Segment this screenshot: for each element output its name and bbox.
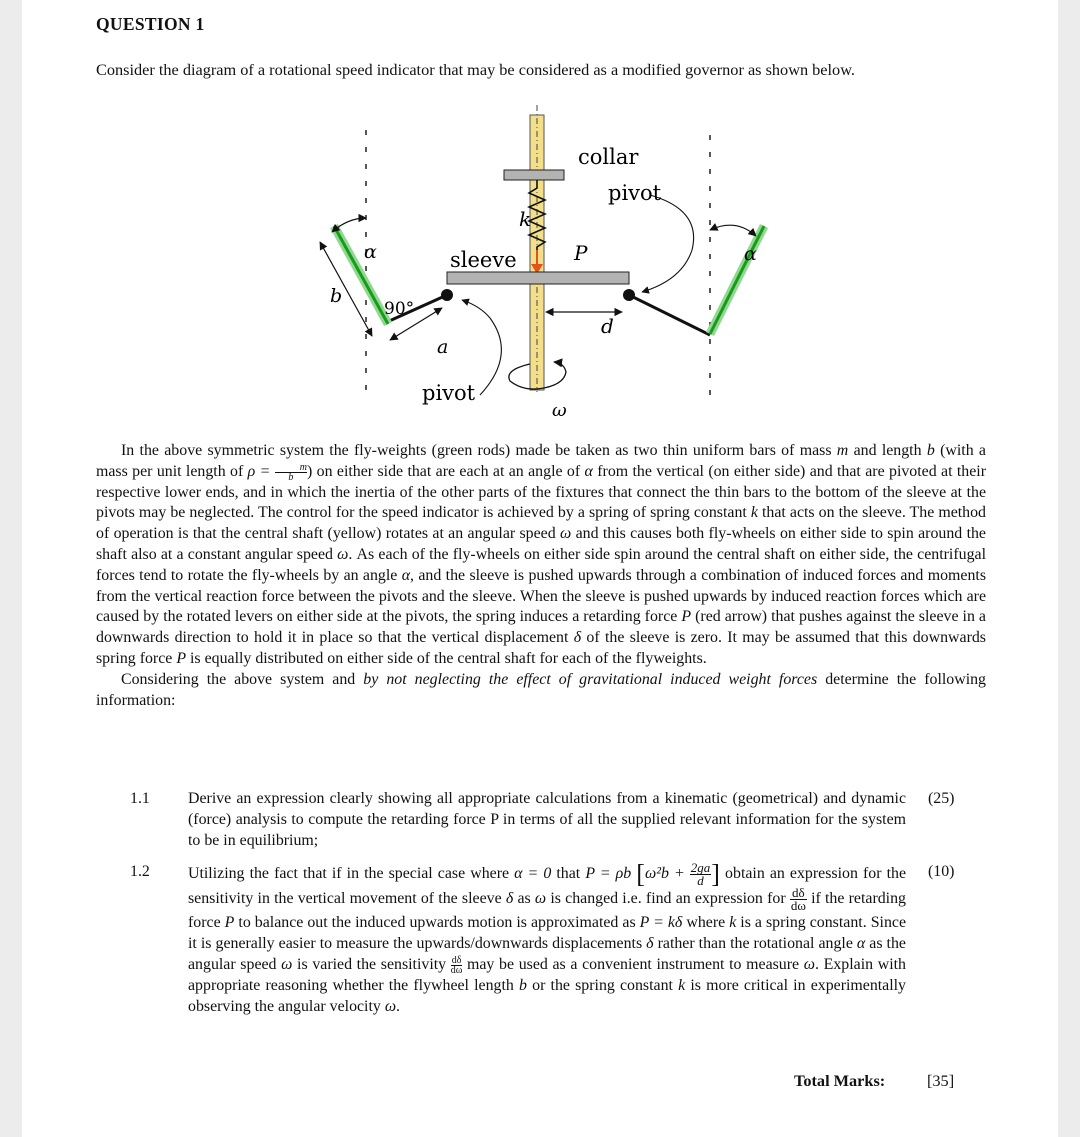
label-sleeve: sleeve: [450, 248, 517, 272]
label-P: P: [574, 241, 588, 265]
item-number: 1.2: [130, 863, 150, 880]
question-page: [22, 0, 1058, 1137]
label-omega: ω: [552, 400, 567, 421]
paragraph-1: In the above symmetric system the fly-weights (green rods) made be taken as two thin uniform bars of mass m and length b (with a mass per unit length of ρ = $\frac{m}{b}$) on either side that are each at an angle of α from the vertical (on either side) and that are pivoted at their respective lower ends, and in which the inertia of the other parts of the fixtures that connect the thin bars to the bottom of the sleeve at the pivots may be neglected. The control for the speed indicator is achieved by a spring of spring constant k that acts on the sleeve. The method of operation is that the central shaft (yellow) rotates at an angular speed ω and this causes both fly-wheels on either side to spin around the shaft also at a constant angular speed ω. As each of the fly-wheels on either side spin around the central shaft on either side, the centrifugal forces tend to rotate the fly-wheels by an angle α, and the sleeve is pushed upwards through a combination of induced forces and moments from the vertical reaction force between the pivots and the sleeve. When the sleeve is pushed upwards by induced reaction forces which are caused by the rotated levers on either side at the pivots, the spring induces a retarding force P (red arrow) that pushes against the sleeve in a downwards direction to hold it in place so that the vertical displacement δ of the sleeve is zero. It may be assumed that this downwards spring force P is equally distributed on either side of the central shaft for each of the flyweights.: [96, 442, 987, 667]
sleeve-bar: [447, 272, 629, 284]
m-over-b-fraction: $\frac{m}{b}$: [275, 463, 307, 482]
governor-diagram: [292, 100, 792, 425]
d-delta-d-omega-fraction: $\frac{d\delta}{d\omega}$: [790, 885, 806, 913]
problem-description: [96, 441, 986, 711]
item-number: 1.1: [130, 790, 150, 807]
label-alpha-right: α: [744, 243, 757, 265]
label-pivot-bottom: pivot: [422, 381, 476, 405]
question-title: QUESTION 1: [96, 14, 205, 34]
question-intro: Consider the diagram of a rotational speed indicator that may be considered as a modified governor as shown below.: [96, 60, 855, 79]
collar: [504, 170, 564, 180]
label-a: a: [437, 336, 449, 358]
left-flyweight: [334, 226, 388, 324]
total-value: [35]: [927, 1071, 955, 1090]
item-marks: (10): [928, 863, 955, 880]
sensitivity-fraction: $\frac{d\delta}{d\omega}$: [450, 954, 463, 976]
right-lever: [629, 295, 710, 335]
label-k: k: [519, 207, 532, 231]
item-text: Utilizing the fact that if in the special case where α = 0 that P = ρb [ω²b + $\frac{2ga}{d}$ ] obtain an expression for the sensitivity in the vertical movement of the sleeve δ as ω is changed i.e. find an expression for $\frac{d\delta}{d\omega}$ if the retarding force P to balance out the induced upwards motion is approximated as P = kδ where k is a spring constant. Since it is generally easier to measure the upwards/downwards displacements δ rather than the rotational angle α as the angular speed ω is varied the sensitivity $\frac{d\delta}{d\omega}$ may be used as a convenient instrument to measure ω. Explain with appropriate reasoning whether the flywheel length b or the spring constant k is more critical in experimentally observing the angular velocity ω.: [188, 859, 907, 1015]
item-text: Derive an expression clearly showing all appropriate calculations from a kinematic (geometrical) and dynamic (force) analysis to compute the retarding force P in terms of all the supplied relevant information for the system to be in equilibrium;: [188, 790, 906, 849]
label-d: d: [601, 314, 614, 338]
label-b: b: [330, 285, 343, 307]
item-marks: (25): [928, 790, 955, 807]
paragraph-2: Considering the above system and by not neglecting the effect of gravitational induced weight forces determine the following information:: [96, 670, 987, 709]
total-marks: [794, 1071, 955, 1091]
label-pivot-top: pivot: [608, 181, 662, 205]
label-collar: collar: [578, 145, 639, 169]
right-alpha-arc: [710, 225, 756, 236]
total-label: Total Marks:: [794, 1071, 886, 1090]
label-90-degrees: 90°: [384, 299, 415, 319]
label-alpha-left: α: [364, 241, 377, 263]
2ga-over-d-fraction: $\frac{2ga}{d}$: [690, 860, 711, 888]
top-pivot-leader: [642, 195, 694, 292]
